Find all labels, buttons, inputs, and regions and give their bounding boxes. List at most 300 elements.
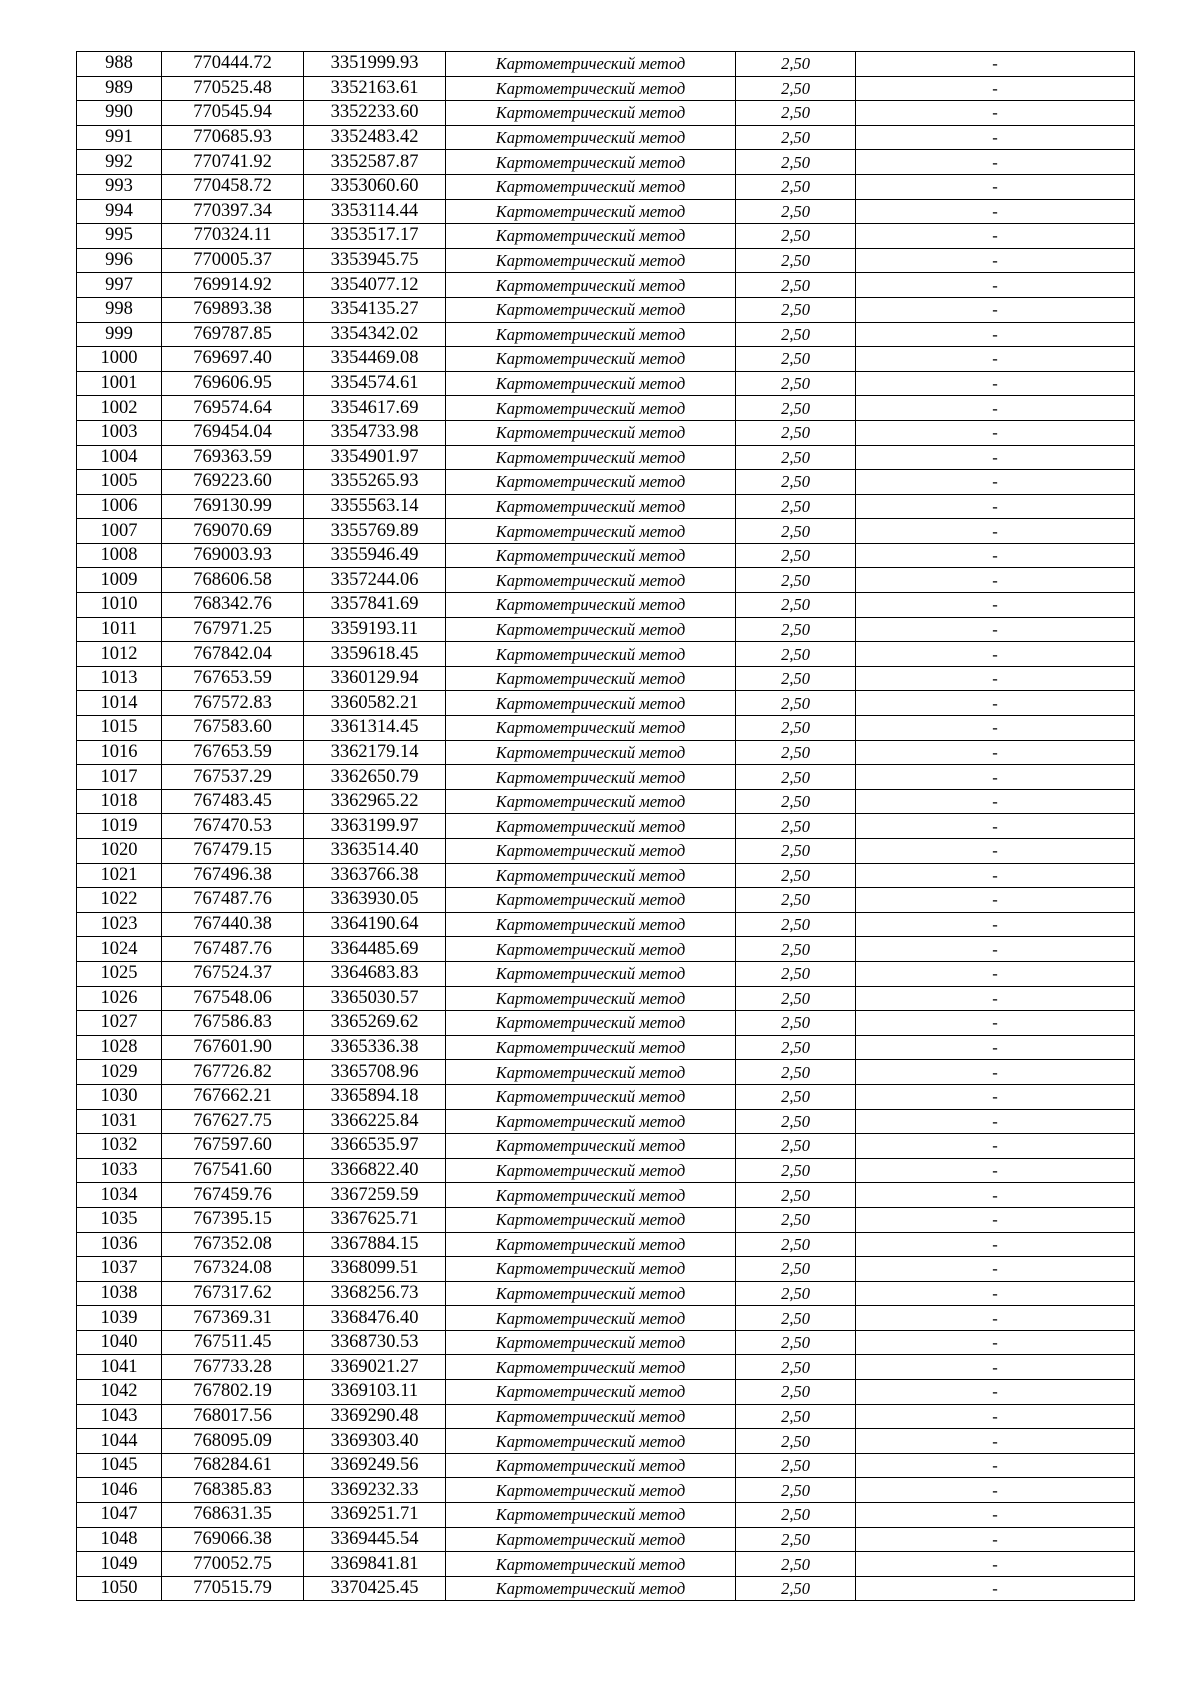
description-cell: -: [856, 273, 1135, 298]
point-number-cell: 1017: [77, 765, 162, 790]
y-coordinate-cell: 3359193.11: [304, 617, 446, 642]
description-cell: -: [856, 519, 1135, 544]
method-cell: Картометрический метод: [446, 691, 736, 716]
y-coordinate-cell: 3354574.61: [304, 371, 446, 396]
table-row: [77, 1257, 1135, 1282]
x-coordinate-cell: 767317.62: [162, 1281, 304, 1306]
y-coordinate-cell: 3365269.62: [304, 1011, 446, 1036]
coordinates-table: [76, 51, 1135, 1601]
description-cell: -: [856, 691, 1135, 716]
y-coordinate-cell: 3369445.54: [304, 1527, 446, 1552]
x-coordinate-cell: 768385.83: [162, 1478, 304, 1503]
y-coordinate-cell: 3370425.45: [304, 1576, 446, 1601]
method-cell: Картометрический метод: [446, 52, 736, 77]
table-row: [77, 839, 1135, 864]
table-row: [77, 1207, 1135, 1232]
table-row: [77, 986, 1135, 1011]
x-coordinate-cell: 767324.08: [162, 1257, 304, 1282]
x-coordinate-cell: 770685.93: [162, 125, 304, 150]
method-cell: Картометрический метод: [446, 273, 736, 298]
description-cell: -: [856, 248, 1135, 273]
point-number-cell: 1032: [77, 1134, 162, 1159]
y-coordinate-cell: 3354617.69: [304, 396, 446, 421]
description-cell: -: [856, 1257, 1135, 1282]
table-row: [77, 1158, 1135, 1183]
accuracy-cell: 2,50: [736, 1576, 856, 1601]
x-coordinate-cell: 769363.59: [162, 445, 304, 470]
method-cell: Картометрический метод: [446, 322, 736, 347]
table-row: [77, 1478, 1135, 1503]
description-cell: -: [856, 912, 1135, 937]
x-coordinate-cell: 769574.64: [162, 396, 304, 421]
x-coordinate-cell: 767537.29: [162, 765, 304, 790]
description-cell: -: [856, 642, 1135, 667]
description-cell: -: [856, 1109, 1135, 1134]
y-coordinate-cell: 3363514.40: [304, 839, 446, 864]
point-number-cell: 997: [77, 273, 162, 298]
point-number-cell: 1039: [77, 1306, 162, 1331]
y-coordinate-cell: 3363766.38: [304, 863, 446, 888]
table-row: [77, 789, 1135, 814]
description-cell: -: [856, 1035, 1135, 1060]
description-cell: -: [856, 494, 1135, 519]
point-number-cell: 1031: [77, 1109, 162, 1134]
x-coordinate-cell: 767583.60: [162, 716, 304, 741]
accuracy-cell: 2,50: [736, 396, 856, 421]
description-cell: -: [856, 125, 1135, 150]
point-number-cell: 1046: [77, 1478, 162, 1503]
accuracy-cell: 2,50: [736, 666, 856, 691]
method-cell: Картометрический метод: [446, 961, 736, 986]
x-coordinate-cell: 769223.60: [162, 470, 304, 495]
table-row: [77, 273, 1135, 298]
x-coordinate-cell: 769070.69: [162, 519, 304, 544]
point-number-cell: 1043: [77, 1404, 162, 1429]
table-row: [77, 691, 1135, 716]
y-coordinate-cell: 3367259.59: [304, 1183, 446, 1208]
point-number-cell: 1023: [77, 912, 162, 937]
description-cell: -: [856, 888, 1135, 913]
description-cell: -: [856, 666, 1135, 691]
x-coordinate-cell: 768342.76: [162, 593, 304, 618]
point-number-cell: 1021: [77, 863, 162, 888]
point-number-cell: 1034: [77, 1183, 162, 1208]
y-coordinate-cell: 3364683.83: [304, 961, 446, 986]
table-row: [77, 814, 1135, 839]
table-row: [77, 1035, 1135, 1060]
point-number-cell: 1024: [77, 937, 162, 962]
table-row: [77, 1355, 1135, 1380]
point-number-cell: 1038: [77, 1281, 162, 1306]
table-row: [77, 150, 1135, 175]
description-cell: -: [856, 396, 1135, 421]
table-row: [77, 1552, 1135, 1577]
table-row: [77, 248, 1135, 273]
x-coordinate-cell: 768017.56: [162, 1404, 304, 1429]
x-coordinate-cell: 770324.11: [162, 224, 304, 249]
x-coordinate-cell: 770052.75: [162, 1552, 304, 1577]
method-cell: Картометрический метод: [446, 1035, 736, 1060]
x-coordinate-cell: 769893.38: [162, 297, 304, 322]
y-coordinate-cell: 3357841.69: [304, 593, 446, 618]
accuracy-cell: 2,50: [736, 593, 856, 618]
point-number-cell: 1030: [77, 1084, 162, 1109]
method-cell: Картометрический метод: [446, 937, 736, 962]
method-cell: Картометрический метод: [446, 1503, 736, 1528]
x-coordinate-cell: 770444.72: [162, 52, 304, 77]
accuracy-cell: 2,50: [736, 52, 856, 77]
accuracy-cell: 2,50: [736, 1232, 856, 1257]
method-cell: Картометрический метод: [446, 1576, 736, 1601]
x-coordinate-cell: 769606.95: [162, 371, 304, 396]
accuracy-cell: 2,50: [736, 912, 856, 937]
description-cell: -: [856, 1232, 1135, 1257]
accuracy-cell: 2,50: [736, 1158, 856, 1183]
y-coordinate-cell: 3367625.71: [304, 1207, 446, 1232]
table-row: [77, 174, 1135, 199]
x-coordinate-cell: 767496.38: [162, 863, 304, 888]
x-coordinate-cell: 767541.60: [162, 1158, 304, 1183]
table-row: [77, 1453, 1135, 1478]
point-number-cell: 1048: [77, 1527, 162, 1552]
accuracy-cell: 2,50: [736, 1429, 856, 1454]
y-coordinate-cell: 3365708.96: [304, 1060, 446, 1085]
point-number-cell: 1002: [77, 396, 162, 421]
method-cell: Картометрический метод: [446, 1084, 736, 1109]
accuracy-cell: 2,50: [736, 642, 856, 667]
point-number-cell: 1047: [77, 1503, 162, 1528]
x-coordinate-cell: 768095.09: [162, 1429, 304, 1454]
accuracy-cell: 2,50: [736, 839, 856, 864]
description-cell: -: [856, 1281, 1135, 1306]
accuracy-cell: 2,50: [736, 568, 856, 593]
accuracy-cell: 2,50: [736, 1478, 856, 1503]
description-cell: -: [856, 593, 1135, 618]
x-coordinate-cell: 770397.34: [162, 199, 304, 224]
table-row: [77, 494, 1135, 519]
description-cell: -: [856, 224, 1135, 249]
accuracy-cell: 2,50: [736, 420, 856, 445]
point-number-cell: 988: [77, 52, 162, 77]
accuracy-cell: 2,50: [736, 814, 856, 839]
x-coordinate-cell: 767395.15: [162, 1207, 304, 1232]
accuracy-cell: 2,50: [736, 297, 856, 322]
x-coordinate-cell: 767733.28: [162, 1355, 304, 1380]
table-row: [77, 199, 1135, 224]
method-cell: Картометрический метод: [446, 642, 736, 667]
point-number-cell: 998: [77, 297, 162, 322]
description-cell: -: [856, 961, 1135, 986]
table-row: [77, 863, 1135, 888]
table-row: [77, 593, 1135, 618]
x-coordinate-cell: 767369.31: [162, 1306, 304, 1331]
method-cell: Картометрический метод: [446, 986, 736, 1011]
method-cell: Картометрический метод: [446, 1380, 736, 1405]
x-coordinate-cell: 768606.58: [162, 568, 304, 593]
x-coordinate-cell: 767487.76: [162, 888, 304, 913]
table-row: [77, 519, 1135, 544]
point-number-cell: 1040: [77, 1330, 162, 1355]
description-cell: -: [856, 1380, 1135, 1405]
y-coordinate-cell: 3357244.06: [304, 568, 446, 593]
point-number-cell: 1028: [77, 1035, 162, 1060]
description-cell: -: [856, 1503, 1135, 1528]
point-number-cell: 1003: [77, 420, 162, 445]
point-number-cell: 1022: [77, 888, 162, 913]
description-cell: -: [856, 1060, 1135, 1085]
accuracy-cell: 2,50: [736, 76, 856, 101]
x-coordinate-cell: 768631.35: [162, 1503, 304, 1528]
description-cell: -: [856, 863, 1135, 888]
method-cell: Картометрический метод: [446, 420, 736, 445]
accuracy-cell: 2,50: [736, 961, 856, 986]
accuracy-cell: 2,50: [736, 371, 856, 396]
y-coordinate-cell: 3354342.02: [304, 322, 446, 347]
method-cell: Картометрический метод: [446, 568, 736, 593]
description-cell: -: [856, 445, 1135, 470]
description-cell: -: [856, 814, 1135, 839]
point-number-cell: 1041: [77, 1355, 162, 1380]
description-cell: -: [856, 52, 1135, 77]
x-coordinate-cell: 767597.60: [162, 1134, 304, 1159]
y-coordinate-cell: 3352233.60: [304, 101, 446, 126]
table-row: [77, 666, 1135, 691]
point-number-cell: 1016: [77, 740, 162, 765]
method-cell: Картометрический метод: [446, 839, 736, 864]
point-number-cell: 1020: [77, 839, 162, 864]
table-row: [77, 1084, 1135, 1109]
description-cell: -: [856, 765, 1135, 790]
method-cell: Картометрический метод: [446, 76, 736, 101]
x-coordinate-cell: 769697.40: [162, 347, 304, 372]
table-row: [77, 1281, 1135, 1306]
method-cell: Картометрический метод: [446, 470, 736, 495]
description-cell: -: [856, 1084, 1135, 1109]
method-cell: Картометрический метод: [446, 1527, 736, 1552]
point-number-cell: 1019: [77, 814, 162, 839]
description-cell: -: [856, 470, 1135, 495]
y-coordinate-cell: 3363930.05: [304, 888, 446, 913]
accuracy-cell: 2,50: [736, 494, 856, 519]
table-row: [77, 765, 1135, 790]
x-coordinate-cell: 769066.38: [162, 1527, 304, 1552]
x-coordinate-cell: 767601.90: [162, 1035, 304, 1060]
point-number-cell: 1050: [77, 1576, 162, 1601]
x-coordinate-cell: 767653.59: [162, 666, 304, 691]
y-coordinate-cell: 3367884.15: [304, 1232, 446, 1257]
method-cell: Картометрический метод: [446, 494, 736, 519]
y-coordinate-cell: 3365030.57: [304, 986, 446, 1011]
description-cell: -: [856, 937, 1135, 962]
y-coordinate-cell: 3368730.53: [304, 1330, 446, 1355]
method-cell: Картометрический метод: [446, 1011, 736, 1036]
table-row: [77, 543, 1135, 568]
accuracy-cell: 2,50: [736, 1207, 856, 1232]
y-coordinate-cell: 3361314.45: [304, 716, 446, 741]
accuracy-cell: 2,50: [736, 1404, 856, 1429]
method-cell: Картометрический метод: [446, 174, 736, 199]
point-number-cell: 1037: [77, 1257, 162, 1282]
point-number-cell: 996: [77, 248, 162, 273]
accuracy-cell: 2,50: [736, 199, 856, 224]
table-row: [77, 716, 1135, 741]
y-coordinate-cell: 3368099.51: [304, 1257, 446, 1282]
accuracy-cell: 2,50: [736, 347, 856, 372]
accuracy-cell: 2,50: [736, 863, 856, 888]
y-coordinate-cell: 3369251.71: [304, 1503, 446, 1528]
description-cell: -: [856, 1478, 1135, 1503]
table-row: [77, 1306, 1135, 1331]
accuracy-cell: 2,50: [736, 765, 856, 790]
description-cell: -: [856, 199, 1135, 224]
accuracy-cell: 2,50: [736, 1011, 856, 1036]
y-coordinate-cell: 3369290.48: [304, 1404, 446, 1429]
y-coordinate-cell: 3364485.69: [304, 937, 446, 962]
point-number-cell: 1035: [77, 1207, 162, 1232]
x-coordinate-cell: 769787.85: [162, 322, 304, 347]
accuracy-cell: 2,50: [736, 543, 856, 568]
point-number-cell: 1049: [77, 1552, 162, 1577]
description-cell: -: [856, 1183, 1135, 1208]
accuracy-cell: 2,50: [736, 248, 856, 273]
y-coordinate-cell: 3355265.93: [304, 470, 446, 495]
x-coordinate-cell: 770545.94: [162, 101, 304, 126]
x-coordinate-cell: 767511.45: [162, 1330, 304, 1355]
accuracy-cell: 2,50: [736, 1380, 856, 1405]
accuracy-cell: 2,50: [736, 174, 856, 199]
x-coordinate-cell: 770515.79: [162, 1576, 304, 1601]
table-row: [77, 371, 1135, 396]
y-coordinate-cell: 3352163.61: [304, 76, 446, 101]
method-cell: Картометрический метод: [446, 888, 736, 913]
table-row: [77, 1527, 1135, 1552]
x-coordinate-cell: 770005.37: [162, 248, 304, 273]
point-number-cell: 1027: [77, 1011, 162, 1036]
y-coordinate-cell: 3362965.22: [304, 789, 446, 814]
method-cell: Картометрический метод: [446, 1453, 736, 1478]
method-cell: Картометрический метод: [446, 1183, 736, 1208]
accuracy-cell: 2,50: [736, 445, 856, 470]
description-cell: -: [856, 839, 1135, 864]
table-row: [77, 125, 1135, 150]
x-coordinate-cell: 767440.38: [162, 912, 304, 937]
x-coordinate-cell: 769003.93: [162, 543, 304, 568]
method-cell: Картометрический метод: [446, 199, 736, 224]
description-cell: -: [856, 1453, 1135, 1478]
x-coordinate-cell: 769454.04: [162, 420, 304, 445]
x-coordinate-cell: 767352.08: [162, 1232, 304, 1257]
method-cell: Картометрический метод: [446, 1257, 736, 1282]
method-cell: Картометрический метод: [446, 150, 736, 175]
table-row: [77, 1404, 1135, 1429]
point-number-cell: 1025: [77, 961, 162, 986]
y-coordinate-cell: 3362179.14: [304, 740, 446, 765]
x-coordinate-cell: 767479.15: [162, 839, 304, 864]
point-number-cell: 1000: [77, 347, 162, 372]
table-row: [77, 322, 1135, 347]
point-number-cell: 1015: [77, 716, 162, 741]
accuracy-cell: 2,50: [736, 888, 856, 913]
accuracy-cell: 2,50: [736, 740, 856, 765]
table-row: [77, 1060, 1135, 1085]
accuracy-cell: 2,50: [736, 150, 856, 175]
x-coordinate-cell: 770741.92: [162, 150, 304, 175]
method-cell: Картометрический метод: [446, 1552, 736, 1577]
method-cell: Картометрический метод: [446, 716, 736, 741]
description-cell: -: [856, 1011, 1135, 1036]
description-cell: -: [856, 789, 1135, 814]
y-coordinate-cell: 3369841.81: [304, 1552, 446, 1577]
table-row: [77, 470, 1135, 495]
y-coordinate-cell: 3369103.11: [304, 1380, 446, 1405]
y-coordinate-cell: 3354077.12: [304, 273, 446, 298]
description-cell: -: [856, 76, 1135, 101]
table-row: [77, 1576, 1135, 1601]
description-cell: -: [856, 1576, 1135, 1601]
method-cell: Картометрический метод: [446, 1429, 736, 1454]
y-coordinate-cell: 3354733.98: [304, 420, 446, 445]
point-number-cell: 992: [77, 150, 162, 175]
point-number-cell: 1001: [77, 371, 162, 396]
method-cell: Картометрический метод: [446, 224, 736, 249]
table-row: [77, 420, 1135, 445]
point-number-cell: 1004: [77, 445, 162, 470]
method-cell: Картометрический метод: [446, 1330, 736, 1355]
method-cell: Картометрический метод: [446, 912, 736, 937]
x-coordinate-cell: 767653.59: [162, 740, 304, 765]
x-coordinate-cell: 767842.04: [162, 642, 304, 667]
description-cell: -: [856, 1134, 1135, 1159]
table-row: [77, 76, 1135, 101]
y-coordinate-cell: 3353945.75: [304, 248, 446, 273]
point-number-cell: 1036: [77, 1232, 162, 1257]
y-coordinate-cell: 3369249.56: [304, 1453, 446, 1478]
method-cell: Картометрический метод: [446, 765, 736, 790]
y-coordinate-cell: 3353114.44: [304, 199, 446, 224]
y-coordinate-cell: 3362650.79: [304, 765, 446, 790]
x-coordinate-cell: 767548.06: [162, 986, 304, 1011]
y-coordinate-cell: 3355563.14: [304, 494, 446, 519]
point-number-cell: 1042: [77, 1380, 162, 1405]
point-number-cell: 994: [77, 199, 162, 224]
accuracy-cell: 2,50: [736, 1060, 856, 1085]
accuracy-cell: 2,50: [736, 789, 856, 814]
table-row: [77, 1134, 1135, 1159]
point-number-cell: 993: [77, 174, 162, 199]
table-row: [77, 1183, 1135, 1208]
accuracy-cell: 2,50: [736, 1257, 856, 1282]
method-cell: Картометрический метод: [446, 1281, 736, 1306]
table-row: [77, 224, 1135, 249]
x-coordinate-cell: 769130.99: [162, 494, 304, 519]
method-cell: Картометрический метод: [446, 1207, 736, 1232]
description-cell: -: [856, 150, 1135, 175]
table-row: [77, 740, 1135, 765]
point-number-cell: 1029: [77, 1060, 162, 1085]
table-row: [77, 1011, 1135, 1036]
y-coordinate-cell: 3355769.89: [304, 519, 446, 544]
table-row: [77, 888, 1135, 913]
method-cell: Картометрический метод: [446, 1306, 736, 1331]
accuracy-cell: 2,50: [736, 101, 856, 126]
y-coordinate-cell: 3369303.40: [304, 1429, 446, 1454]
accuracy-cell: 2,50: [736, 322, 856, 347]
point-number-cell: 1006: [77, 494, 162, 519]
accuracy-cell: 2,50: [736, 1134, 856, 1159]
y-coordinate-cell: 3354901.97: [304, 445, 446, 470]
description-cell: -: [856, 617, 1135, 642]
x-coordinate-cell: 767459.76: [162, 1183, 304, 1208]
